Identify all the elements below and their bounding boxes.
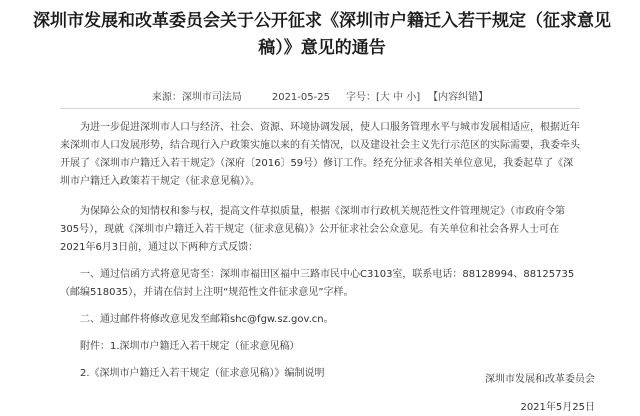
font-size-close: ] xyxy=(416,92,421,103)
signature-date: 2021年5月25日 xyxy=(520,402,595,413)
divider xyxy=(60,108,580,109)
font-size-small-button[interactable]: 小 xyxy=(406,92,417,103)
paragraph-intro: 为进一步促进深圳市人口与经济、社会、资源、环境协调发展，使人口服务管理水平与城市发展相适应，根据近年来深圳市人口发展形势，结合现行入户政策实施以来的有关情况，以及建设社会主义先行示范区的实际需要，我委牵头开展了《深圳市户籍迁入若干规定》（深府〔2016〕59号）修订工作。经充分征求各相关单位意见，我委起草了《深圳市户籍迁入政策若干规定（征求意见稿）》。 xyxy=(60,122,580,187)
source-value: 深圳市司法局 xyxy=(181,92,242,103)
publish-date: 2021-05-25 xyxy=(271,92,330,103)
paragraph-mail: 一、通过信函方式将意见寄至：深圳市福田区福中三路市民中心C3103室，联系电话：88128994、88125735（邮编518035），并请在信封上注明“规范性文件征求意见”字样。 xyxy=(60,269,575,298)
paragraph-feedback: 为保障公众的知情权和参与权，提高文件草拟质量，根据《深圳市行政机关规范性文件管理规定》（市政府令第305号），现就《深圳市户籍迁入若干规定（征求意见稿）》公开征求社会公众意见。有关单位和社会各界人士可在2021年6月3日前，通过以下两种方式反馈： xyxy=(60,206,565,253)
attachment-2[interactable]: 2.《深圳市户籍迁入若干规定（征求意见稿）》编制说明 xyxy=(80,368,325,379)
meta-bar xyxy=(0,88,640,103)
page-title: 深圳市发展和改革委员会关于公开征求《深圳市户籍迁入若干规定（征求意见稿）》意见的通告 xyxy=(33,11,611,58)
notice-body xyxy=(60,119,580,392)
source-label: 来源： xyxy=(151,92,182,103)
signature-org: 深圳市发展和改革委员会 xyxy=(485,374,595,385)
content-correction-link[interactable]: 【内容纠错】 xyxy=(428,92,489,103)
font-size-large-button[interactable]: 大 xyxy=(379,92,390,103)
font-size-label: 字号：[ xyxy=(345,92,380,103)
font-size-medium-button[interactable]: 中 xyxy=(393,92,404,103)
attachment-1[interactable]: 附件：1.深圳市户籍迁入若干规定（征求意见稿） xyxy=(80,341,300,352)
paragraph-email: 二、通过邮件将修改意见发至邮箱shc@fgw.sz.gov.cn。 xyxy=(80,314,334,325)
